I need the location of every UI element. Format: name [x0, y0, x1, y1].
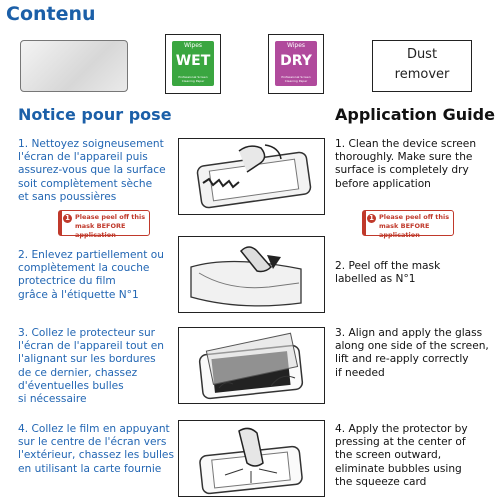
wet-wipe-big-text: WET [175, 53, 211, 69]
peel-mask-icon [179, 237, 323, 311]
step4-illustration [178, 420, 325, 497]
press-center-icon [179, 421, 323, 495]
step1-mask-label-fr: 1 Please peel off this mask BEFORE application [58, 210, 150, 236]
step1-illustration [178, 138, 325, 215]
phone-cleaning-icon [179, 139, 323, 213]
step3-english-text: 3. Align and apply the glass along one side of the screen, lift and re-apply correctly if needed [335, 327, 489, 379]
align-glass-icon [179, 328, 323, 402]
wet-wipe-top-text: Wipes [183, 42, 203, 49]
french-heading: Notice pour pose [18, 105, 172, 124]
dry-wipe-bottom-text: Professional Screen Cleaning Paper [281, 75, 311, 83]
step2-english-text: 2. Peel off the mask labelled as N°1 [335, 260, 441, 286]
step3-illustration [178, 327, 325, 404]
dry-wipe-label [275, 41, 317, 86]
wet-wipe-bottom-text: Professional Screen Cleaning Paper [178, 75, 208, 83]
dust-remover-line1: Dust [406, 47, 438, 62]
english-heading: Application Guide [335, 105, 495, 124]
dry-wipe-package [268, 34, 324, 94]
dry-wipe-big-text: DRY [280, 53, 312, 69]
step1-french-text: 1. Nettoyez soigneusement l'écran de l'appareil puis assurez-vous que la surface soit complètement sèche et sans poussières [18, 138, 166, 203]
step2-french-text: 2. Enlevez partiellement ou complètement la couche protectrice du film grâce à l'étiquette N°1 [18, 249, 164, 301]
step2-illustration [178, 236, 325, 313]
wet-wipe-package [165, 34, 221, 94]
glass-protector-image [20, 40, 128, 92]
contents-title: Contenu [6, 3, 96, 25]
dust-remover-box [372, 40, 472, 92]
step4-french-text: 4. Collez le film en appuyant sur le centre de l'écran vers l'extérieur, chassez les bulles en utilisant la carte fournie [18, 423, 174, 475]
wet-wipe-label [172, 41, 214, 86]
dust-remover-line2: remover [394, 67, 450, 82]
step3-french-text: 3. Collez le protecteur sur l'écran de l'appareil tout en l'alignant sur les bordures de ce dernier, chassez d'éventuelles bulles si nécessaire [18, 327, 165, 406]
step4-english-text: 4. Apply the protector by pressing at the center of the screen outward, eliminate bubbles using the squeeze card [335, 423, 468, 488]
step1-english-text: 1. Clean the device screen thoroughly. Make sure the surface is completely dry before application [335, 138, 477, 190]
dry-wipe-top-text: Wipes [286, 42, 306, 49]
step1-mask-label-en: 1 Please peel off this mask BEFORE application [362, 210, 454, 236]
